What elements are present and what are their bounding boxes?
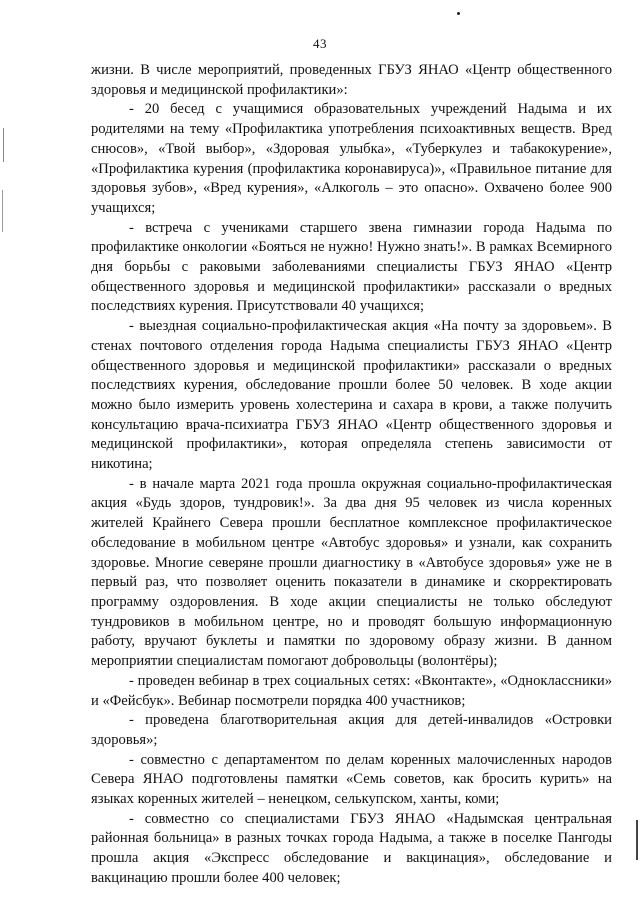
paragraph: - встреча с учениками старшего звена гимназии города Надыма по профилактике онкологии «Бояться не нужно! Нужно знать!». В рамках Всемирного дня борьбы с раковыми заболеваниями специалисты ГБУЗ ЯНАО «Центр общественного здоровья и медицинской профилактики» рассказали о вредных последствиях курения. Присутствовали 40 учащихся; bbox=[91, 219, 612, 315]
paragraph: жизни. В числе мероприятий, проведенных ГБУЗ ЯНАО «Центр общественного здоровья и медицинской профилактики»: bbox=[91, 62, 612, 98]
paragraph: - выездная социально-профилактическая акция «На почту за здоровьем». В стенах почтового отделения города Надыма специалисты ГБУЗ ЯНАО «Центр общественного здоровья и медицинской профилактики» рассказали о вредных последствиях курения, обследование прошли более 50 человек. В ходе акции можно было измерить уровень холестерина и сахара в крови, а также получить консультацию врача-психиатра ГБУЗ ЯНАО «Центр общественного здоровья и медицинской профилактики», которая определяла степень зависимости от никотина; bbox=[91, 318, 612, 473]
scan-edge-mark bbox=[2, 190, 3, 232]
body-text bbox=[91, 61, 612, 889]
page-number: 43 bbox=[313, 36, 327, 51]
paragraph: - в начале марта 2021 года прошла окружная социально-профилактическая акция «Будь здоров, тундровик!». За два дня 95 человек из числа коренных жителей Крайнего Севера прошли бесплатное комплексное профилактическое обследование в мобильном центре «Автобус здоровья» и узнали, как сохранить здоровье. Многие северяне прошли диагностику в «Автобусе здоровья» уже не в первый раз, что позволяет оценить показатели в динамике и скорректировать программу оздоровления. В ходе акции специалисты не только обследуют тундровиков в мобильном центре, но и проводят большую информационную работу, вручают буклеты и памятки по здоровому образу жизни. В данном мероприятии специалистам помогают добровольцы (волонтёры); bbox=[91, 475, 612, 670]
paragraph: - проведен вебинар в трех социальных сетях: «Вконтакте», «Одноклассники» и «Фейсбук». Вебинар посмотрели порядка 400 участников; bbox=[91, 672, 612, 709]
paragraph: - совместно со специалистами ГБУЗ ЯНАО «Надымская центральная районная больница» в разных точках города Надыма, а также в поселке Пангоды прошла акция «Экспресс обследование и вакцинация», обследование и вакцинацию прошли более 400 человек; bbox=[91, 810, 612, 886]
paragraph: - совместно с департаментом по делам коренных малочисленных народов Севера ЯНАО подготовлены памятки «Семь советов, как бросить курить» на языках коренных жителей – ненецком, селькупском, ханты, коми; bbox=[91, 751, 612, 808]
paragraph: - проведена благотворительная акция для детей-инвалидов «Островки здоровья»; bbox=[91, 712, 612, 748]
paragraph: - 20 бесед с учащимися образовательных учреждений Надыма и их родителями на тему «Профилактика употребления психоактивных веществ. Вред снюсов», «Твой выбор», «Здоровая улыбка», «Туберкулез и табакокурение», «Профилактика курения (профилактика коронавируса)», «Правильное питание для здоровья зубов», «Вред курения», «Алкоголь – это опасно». Охвачено более 900 учащихся; bbox=[91, 101, 612, 216]
scan-edge-mark bbox=[3, 128, 4, 162]
scan-speck bbox=[457, 12, 460, 15]
scan-edge-mark bbox=[636, 820, 638, 860]
